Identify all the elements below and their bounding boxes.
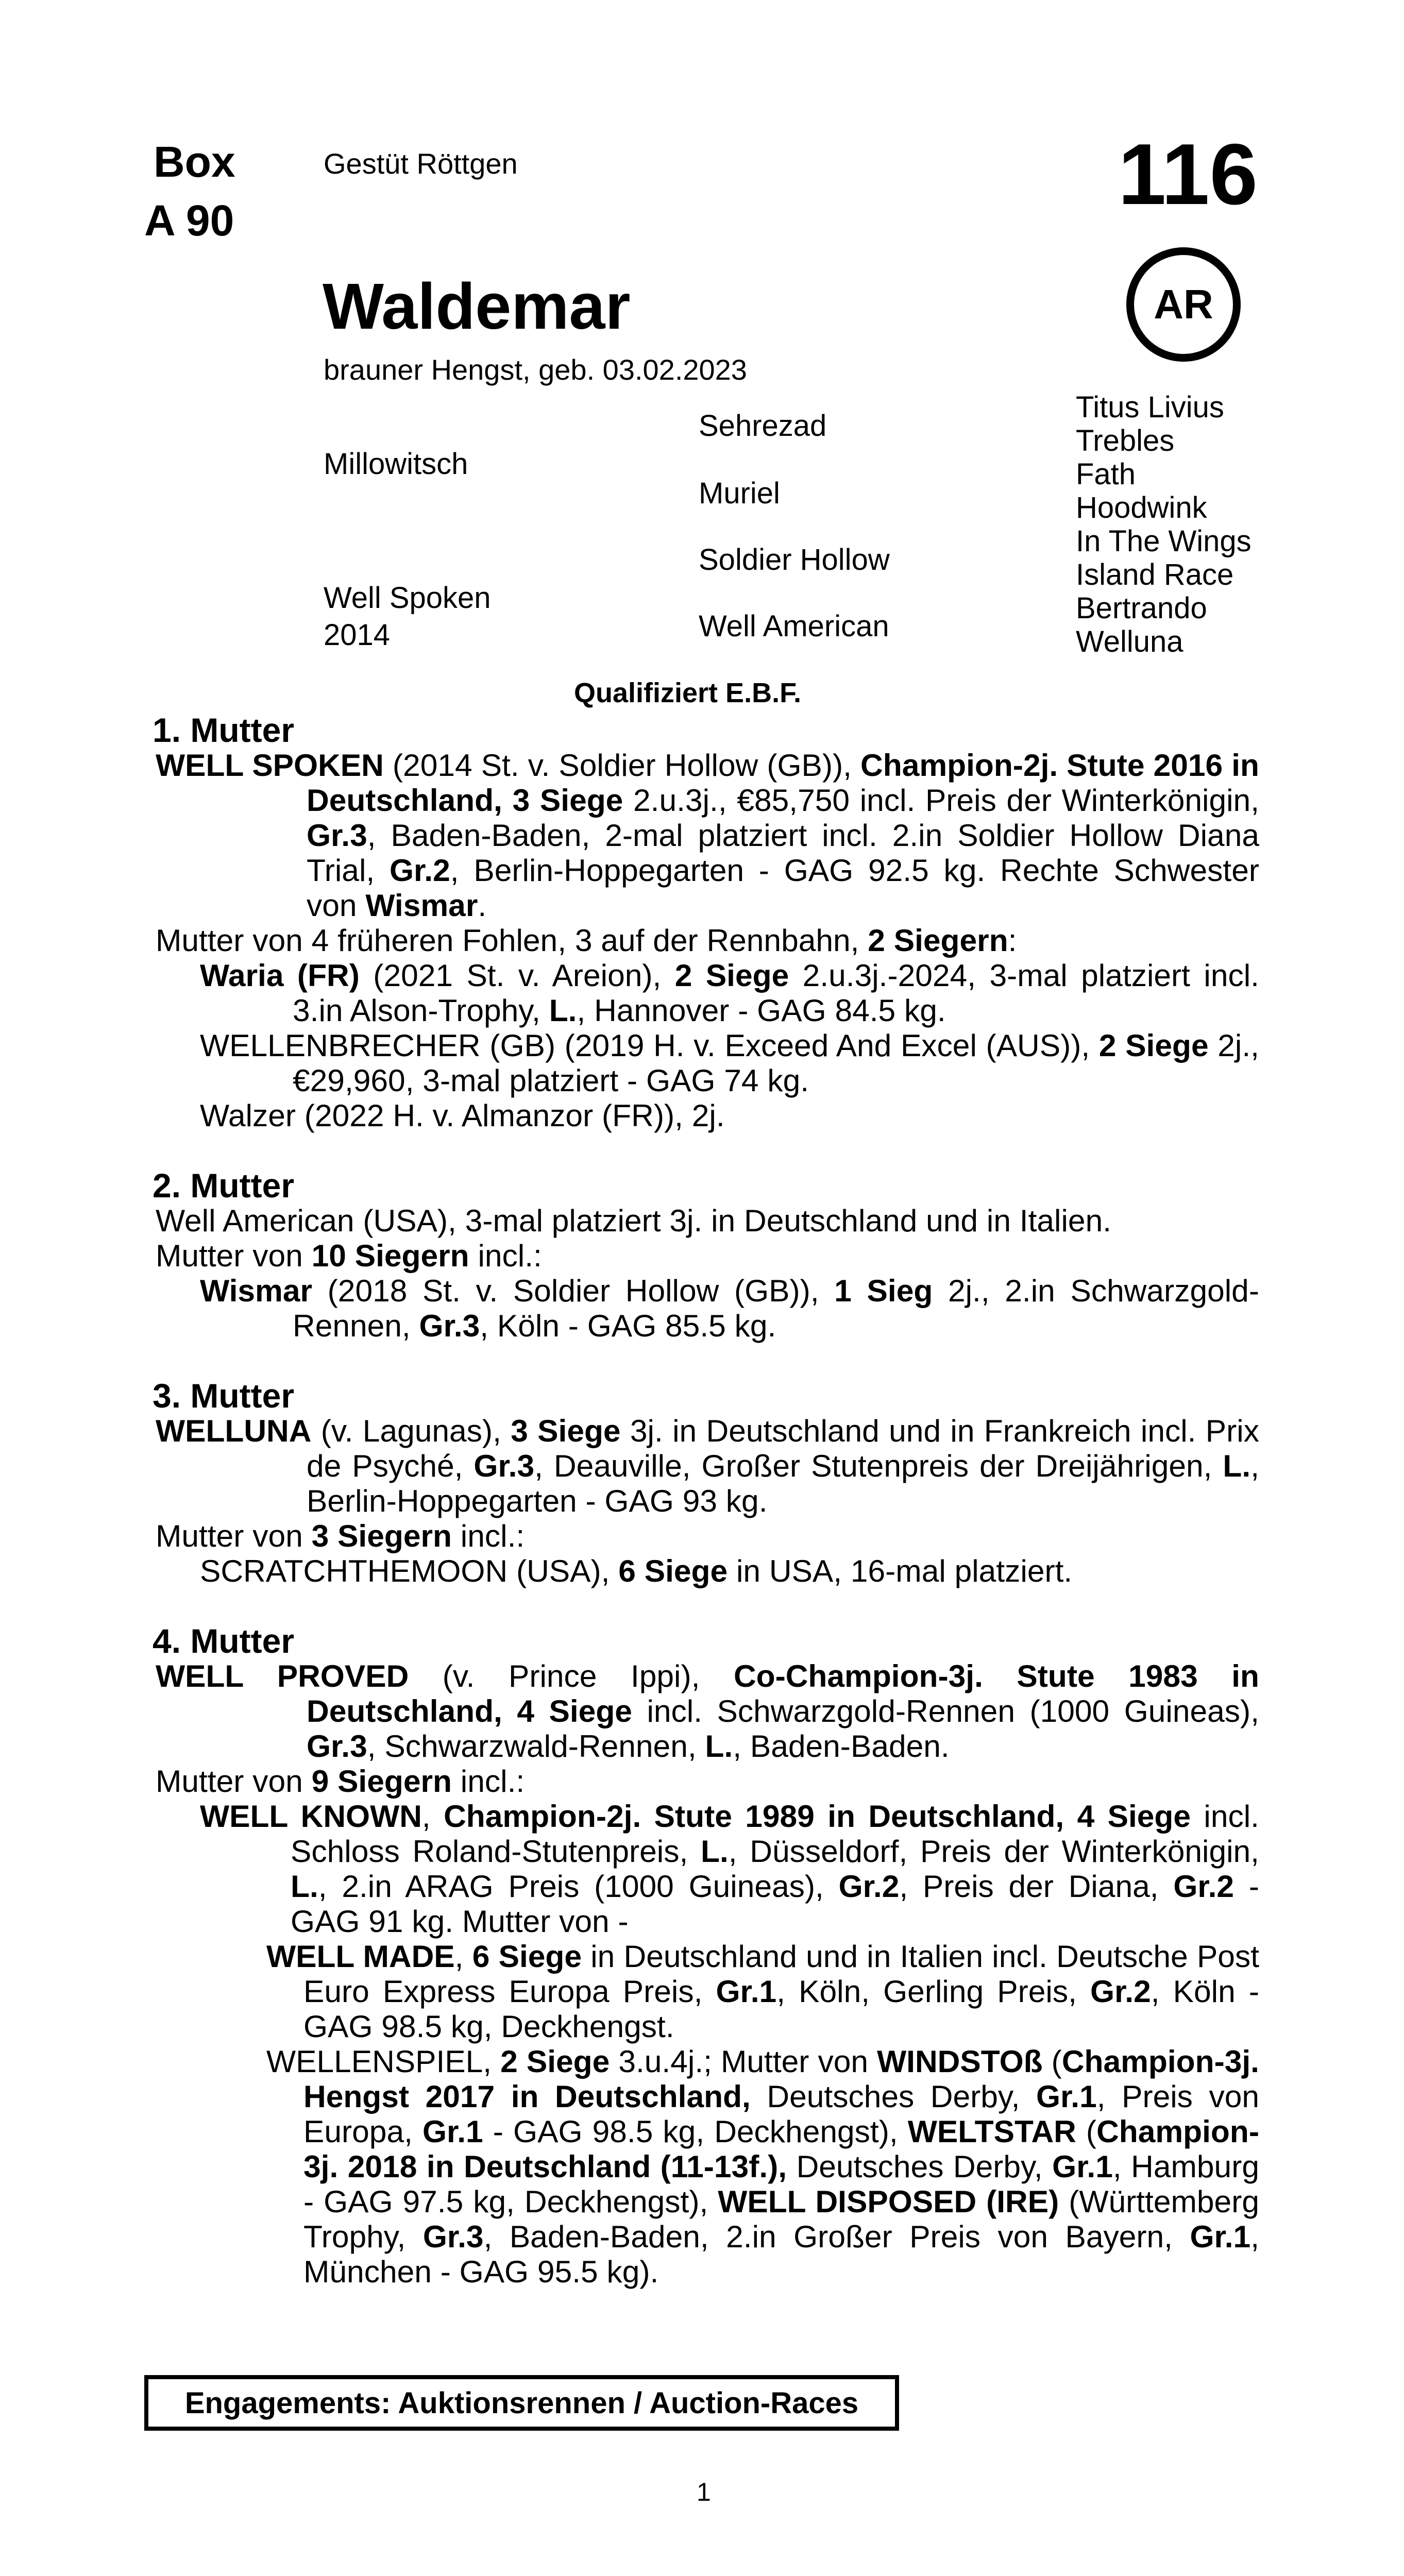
pedigree-grandparent: Muriel bbox=[699, 477, 780, 510]
pedigree-great-grandparent: In The Wings bbox=[1076, 524, 1251, 558]
dam4-entry: WELL PROVED (v. Prince Ippi), Co-Champion-3j. Stute 1983 in Deutschland, 4 Siege incl. Schwarzgold-Rennen (1000 Guineas), Gr.3, Schwarzwald-Rennen, L., Baden-Baden. bbox=[156, 1658, 1260, 1764]
engagements-box bbox=[144, 2375, 899, 2431]
pedigree-grandparent: Well American bbox=[699, 609, 889, 643]
pedigree-great-grandparent: Titus Livius bbox=[1076, 391, 1224, 424]
dam1-entry: WELL SPOKEN (2014 St. v. Soldier Hollow (GB)), Champion-2j. Stute 2016 in Deutschland, 3 Siege 2.u.3j., €85,750 incl. Preis der Winterkönigin, Gr.3, Baden-Baden, 2-mal platziert incl. 2.in Soldier Hollow Diana Trial, Gr.2, Berlin-Hoppegarten - GAG 92.5 kg. Rechte Schwester von Wismar. bbox=[156, 748, 1260, 923]
produce-entry: Walzer (2022 H. v. Almanzor (FR)), 2j. bbox=[200, 1098, 725, 1133]
qualification: Qualifiziert E.B.F. bbox=[574, 677, 802, 708]
consignor: Gestüt Röttgen bbox=[324, 147, 518, 180]
dam2-entry: Well American (USA), 3-mal platziert 3j. in Deutschland und in Italien. bbox=[156, 1203, 1112, 1238]
box-label: Box bbox=[154, 138, 235, 186]
dam3-entry: WELLUNA (v. Lagunas), 3 Siege 3j. in Deutschland und in Frankreich incl. Prix de Psyché, Gr.3, Deauville, Großer Stutenpreis der Dreijährigen, L., Berlin-Hoppegarten - GAG 93 kg. bbox=[156, 1413, 1259, 1518]
engagements-label: Engagements: Auktionsrennen / Auction-Races bbox=[184, 2386, 859, 2420]
produce-entry: Waria (FR) (2021 St. v. Areion), 2 Siege 2.u.3j.-2024, 3-mal platziert incl. 3.in Alson-Trophy, L., Hannover - GAG 84.5 kg. bbox=[200, 958, 1259, 1028]
catalogue-body bbox=[153, 713, 1259, 2289]
produce-entry: WELL KNOWN, Champion-2j. Stute 1989 in Deutschland, 4 Siege incl. Schloss Roland-Stutenpreis, L., Düsseldorf, Preis der Winterkönigin, L., 2.in ARAG Preis (1000 Guineas), Gr.2, Preis der Diana, Gr.2 - GAG 91 kg. Mutter von - bbox=[200, 1799, 1259, 1939]
pedigree-dam-year: 2014 bbox=[324, 618, 391, 652]
dam1-produce-summary: Mutter von 4 früheren Fohlen, 3 auf der Rennbahn, 2 Siegern: bbox=[156, 923, 1017, 958]
page-number: 1 bbox=[697, 2478, 711, 2506]
horse-description: brauner Hengst, geb. 03.02.2023 bbox=[324, 353, 747, 386]
pedigree-great-grandparent: Welluna bbox=[1076, 625, 1183, 658]
dam4-produce-summary: Mutter von 9 Siegern incl.: bbox=[156, 1764, 525, 1799]
pedigree-great-grandparent: Fath bbox=[1076, 457, 1136, 491]
pedigree-great-grandparent: Island Race bbox=[1076, 558, 1234, 591]
produce-entry: WELL MADE, 6 Siege in Deutschland und in Italien incl. Deutsche Post Euro Express Europa Preis, Gr.1, Köln, Gerling Preis, Gr.2, Köln - GAG 98.5 kg, Deckhengst. bbox=[266, 1939, 1260, 2044]
pedigree-grandparent: Sehrezad bbox=[699, 409, 827, 443]
section-heading: 1. Mutter bbox=[153, 711, 295, 749]
section-heading: 4. Mutter bbox=[153, 1622, 295, 1660]
ar-badge bbox=[1126, 247, 1241, 362]
produce-entry: WELLENSPIEL, 2 Siege 3.u.4j.; Mutter von WINDSTOß (Champion-3j. Hengst 2017 in Deutschland, Deutsches Derby, Gr.1, Preis von Europa, Gr.1 - GAG 98.5 kg, Deckhengst), WELTSTAR (Champion-3j. 2018 in Deutschland (11-13f.), Deutsches Derby, Gr.1, Hamburg - GAG 97.5 kg, Deckhengst), WELL DISPOSED (IRE) (Württemberg Trophy, Gr.3, Baden-Baden, 2.in Großer Preis von Bayern, Gr.1, München - GAG 95.5 kg). bbox=[266, 2044, 1260, 2289]
lot-number: 116 bbox=[1118, 126, 1258, 223]
pedigree-dam: Well Spoken bbox=[324, 581, 491, 615]
section-heading: 3. Mutter bbox=[153, 1377, 295, 1415]
horse-name: Waldemar bbox=[323, 270, 631, 343]
pedigree-grandparent: Soldier Hollow bbox=[699, 543, 890, 577]
produce-entry: SCRATCHTHEMOON (USA), 6 Siege in USA, 16-mal platziert. bbox=[200, 1553, 1073, 1588]
produce-entry: WELLENBRECHER (GB) (2019 H. v. Exceed And Excel (AUS)), 2 Siege 2j., €29,960, 3-mal platziert - GAG 74 kg. bbox=[200, 1028, 1259, 1098]
pedigree-great-grandparent: Bertrando bbox=[1076, 591, 1207, 625]
pedigree-great-grandparent: Hoodwink bbox=[1076, 491, 1207, 524]
ar-badge-label: AR bbox=[1154, 281, 1213, 327]
section-heading: 2. Mutter bbox=[153, 1166, 295, 1205]
pedigree-great-grandparent: Trebles bbox=[1076, 424, 1175, 457]
dam1-name: WELL SPOKEN bbox=[156, 748, 384, 783]
produce-entry: Wismar (2018 St. v. Soldier Hollow (GB)), 1 Sieg 2j., 2.in Schwarzgold-Rennen, Gr.3, Köln - GAG 85.5 kg. bbox=[200, 1273, 1259, 1343]
box-number: A 90 bbox=[144, 196, 234, 245]
pedigree-sire: Millowitsch bbox=[324, 447, 468, 481]
dam3-produce-summary: Mutter von 3 Siegern incl.: bbox=[156, 1518, 525, 1553]
dam2-produce-summary: Mutter von 10 Siegern incl.: bbox=[156, 1238, 542, 1273]
